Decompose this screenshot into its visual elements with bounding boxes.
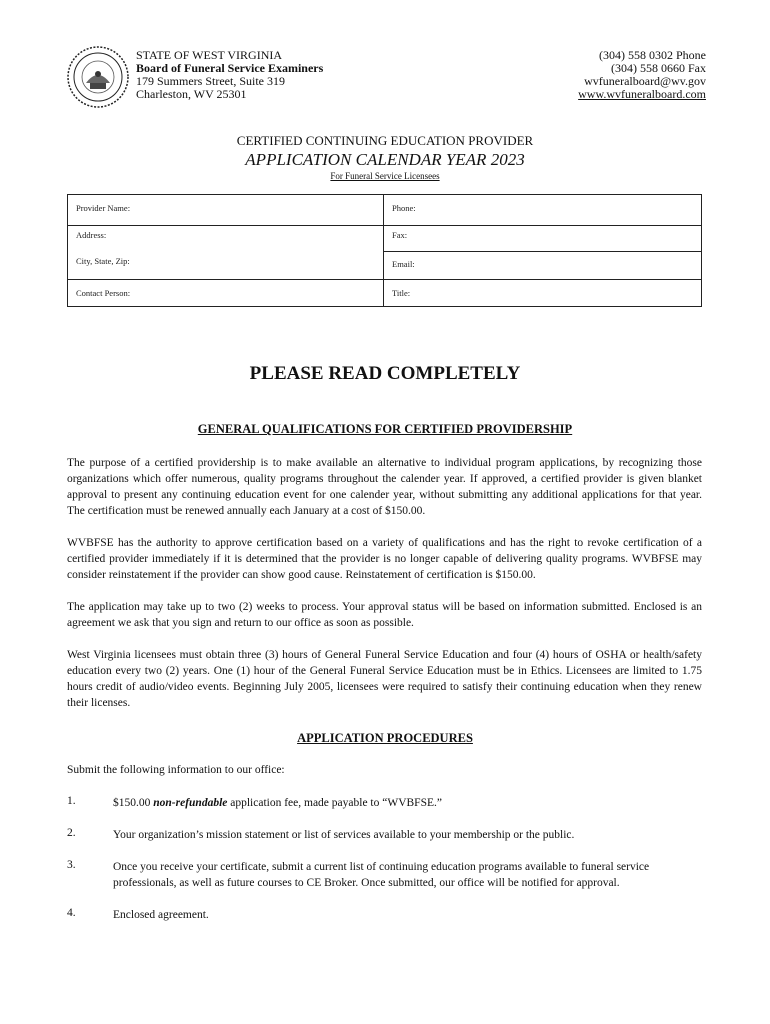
- paragraph-purpose: The purpose of a certified providership is to make available an alternative to individual program applications, by recognizing those organizations which offer numerous, quality programs throughout the calender year. If approved, a certified provider is given blanket approval to present any continuing education event for one calender year, without submitting any additional applications for that year. The certification must be renewed annually each January at a cost of $150.00.: [67, 457, 702, 517]
- title-field[interactable]: Title:: [392, 288, 411, 298]
- fax-field[interactable]: Fax:: [392, 230, 408, 240]
- non-refundable-emphasis: non-refundable: [153, 797, 228, 809]
- phone-number: (304) 558 0302 Phone: [599, 48, 706, 62]
- item-number: 4.: [67, 907, 76, 919]
- item-number: 2.: [67, 827, 76, 839]
- document-heading: CERTIFIED CONTINUING EDUCATION PROVIDER: [236, 133, 534, 148]
- address-field[interactable]: Address:: [76, 230, 107, 240]
- list-item-mission: Your organization’s mission statement or list of services available to your membership or the public.: [113, 829, 575, 841]
- email-address: wvfuneralboard@wv.gov: [584, 74, 706, 88]
- state-name: STATE OF WEST VIRGINIA: [136, 48, 283, 62]
- paragraph-authority: WVBFSE has the authority to approve certification based on a variety of qualifications and has the right to revoke certification of a certified provider immediately if it is determined that the provider is no longer capable of delivering quality programs. WVBFSE may consider reinstatement if the provider can show good cause. Reinstatement of certification is $150.00.: [67, 537, 702, 581]
- list-item-agreement: Enclosed agreement.: [113, 909, 209, 921]
- list-item-certificate: Once you receive your certificate, submit a current list of continuing education programs available to funeral service professionals, as well as future courses to CE Broker. Once submitted, our office will be notified for approval.: [113, 861, 650, 889]
- provider-name-field[interactable]: Provider Name:: [76, 203, 131, 213]
- city-address: Charleston, WV 25301: [136, 87, 247, 101]
- document-subtitle: For Funeral Service Licensees: [330, 171, 440, 181]
- contact-person-field[interactable]: Contact Person:: [76, 288, 131, 298]
- document-title: APPLICATION CALENDAR YEAR 2023: [245, 150, 525, 169]
- provider-info-form: [67, 194, 702, 307]
- fax-number: (304) 558 0660 Fax: [611, 61, 706, 75]
- please-read-heading: PLEASE READ COMPLETELY: [249, 363, 521, 384]
- general-qualifications-heading: GENERAL QUALIFICATIONS FOR CERTIFIED PROVIDERSHIP: [197, 422, 573, 436]
- email-field[interactable]: Email:: [392, 259, 415, 269]
- agency-contact-block: [578, 49, 706, 101]
- item-number: 1.: [67, 795, 76, 807]
- phone-field[interactable]: Phone:: [392, 203, 416, 213]
- state-seal-icon: [66, 45, 130, 109]
- website-link[interactable]: www.wvfuneralboard.com: [578, 87, 706, 101]
- board-name: Board of Funeral Service Examiners: [136, 61, 324, 75]
- agency-address-block: [136, 49, 323, 101]
- application-procedures-heading: APPLICATION PROCEDURES: [297, 731, 473, 745]
- submit-intro: Submit the following information to our office:: [67, 764, 285, 776]
- street-address: 179 Summers Street, Suite 319: [136, 74, 285, 88]
- item-number: 3.: [67, 859, 76, 871]
- paragraph-processing: The application may take up to two (2) weeks to process. Your approval status will be based on information submitted. Enclosed is an agreement we ask that you sign and return to our office as soon as possible.: [67, 601, 702, 629]
- city-state-zip-field[interactable]: City, State, Zip:: [76, 256, 130, 266]
- list-item-fee: $150.00 non-refundable application fee, made payable to “WVBFSE.”: [113, 797, 442, 809]
- paragraph-requirements: West Virginia licensees must obtain three (3) hours of General Funeral Service Education and four (4) hours of OSHA or health/safety education every two (2) years. One (1) hour of the General Funeral Service Education must be in Ethics. Licensees are limited to 1.75 hours credit of audio/video events. Beginning July 2005, licensees were required to satisfy their continuing education when they renew their licenses.: [67, 649, 702, 709]
